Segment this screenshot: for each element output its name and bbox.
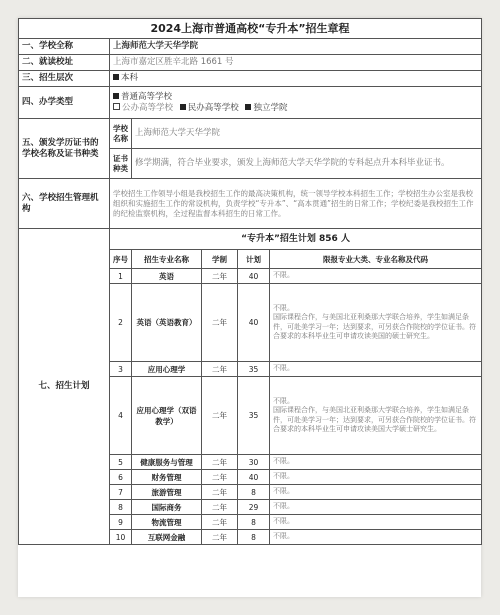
row-years: 二年: [202, 530, 238, 545]
row-plan: 35: [238, 362, 270, 377]
admission-charter-page: [18, 18, 481, 597]
row-major: 国际商务: [132, 500, 202, 515]
section-certificate-label: 五、颁发学历证书的学校名称及证书种类: [19, 119, 110, 179]
section-school-name-value: 上海师范大学天华学院: [110, 39, 482, 55]
row-years: 二年: [202, 284, 238, 362]
row-major: 应用心理学: [132, 362, 202, 377]
row-plan: 40: [238, 470, 270, 485]
type-general: 普通高等学校: [121, 91, 173, 102]
row-plan: 35: [238, 377, 270, 455]
row-major: 应用心理学（双语教学）: [132, 377, 202, 455]
section-level-cell: [110, 71, 482, 87]
row-major: 互联网金融: [132, 530, 202, 545]
row-years: 二年: [202, 377, 238, 455]
row-note: 不限。: [270, 500, 482, 515]
document-title: 2024上海市普通高校“专升本”招生章程: [19, 19, 482, 39]
row-no: 6: [110, 470, 132, 485]
charter-table: [18, 18, 482, 545]
row-no: 4: [110, 377, 132, 455]
row-years: 二年: [202, 362, 238, 377]
plan-title: “专升本”招生计划 856 人: [110, 229, 482, 250]
row-note: 不限。 国际课程合作，与美国北亚利桑那大学联合培养，学生如满足条件，可赴美学习一年；达到要求，可另获合作院校的学位证书。符合要求的本科毕业生可申请攻读美国的硕士研究生。: [270, 284, 482, 362]
row-note: 不限。 国际课程合作，与美国北亚利桑那大学联合培养，学生如满足条件，可赴美学习一年；达到要求，可另获合作院校的学位证书。符合要求的本科毕业生可申请攻读美国大学硕士研究生。: [270, 377, 482, 455]
row-years: 二年: [202, 470, 238, 485]
sub-school-name-label: 学校名称: [110, 119, 132, 149]
section-address-value: 上海市嘉定区胜辛北路 1661 号: [110, 55, 482, 71]
row-no: 9: [110, 515, 132, 530]
row-no: 2: [110, 284, 132, 362]
row-major: 英语: [132, 269, 202, 284]
row-major: 英语（英语教育）: [132, 284, 202, 362]
row-major: 旅游管理: [132, 485, 202, 500]
row-note: 不限。: [270, 362, 482, 377]
row-plan: 30: [238, 455, 270, 470]
row-note: 不限。: [270, 515, 482, 530]
certificate-type-value: 修学期满，符合毕业要求，颁发上海师范大学天华学院的专科起点升本科毕业证书。: [132, 149, 482, 179]
header-restriction: 限报专业大类、专业名称及代码: [270, 250, 482, 269]
section-management-label: 六、学校招生管理机构: [19, 179, 110, 229]
row-years: 二年: [202, 485, 238, 500]
header-no: 序号: [110, 250, 132, 269]
row-years: 二年: [202, 455, 238, 470]
filled-square-icon: [180, 104, 186, 110]
header-plan: 计划: [238, 250, 270, 269]
type-private: 民办高等学校: [187, 102, 239, 113]
row-no: 10: [110, 530, 132, 545]
row-note: 不限。: [270, 455, 482, 470]
header-years: 学制: [202, 250, 238, 269]
row-plan: 8: [238, 515, 270, 530]
row-years: 二年: [202, 500, 238, 515]
row-no: 3: [110, 362, 132, 377]
section-type-label: 四、办学类型: [19, 87, 110, 119]
section-plan-label: 七、招生计划: [19, 229, 110, 545]
row-no: 8: [110, 500, 132, 515]
row-no: 1: [110, 269, 132, 284]
section-level-label: 三、招生层次: [19, 71, 110, 87]
section-management-value: 学校招生工作领导小组是我校招生工作的最高决策机构，统一领导学校本科招生工作；学校招生办公室是我校组织和实施招生工作的常设机构，负责学校“专升本”、“高本贯通”招生的日常工作；学校纪委是我校招生工作的纪检监察机构，全过程监督本科招生的日常工作。: [110, 179, 482, 229]
row-plan: 8: [238, 485, 270, 500]
sub-cert-type-label: 证书种类: [110, 149, 132, 179]
row-no: 7: [110, 485, 132, 500]
row-note: 不限。: [270, 530, 482, 545]
row-years: 二年: [202, 515, 238, 530]
certificate-school-value: 上海师范大学天华学院: [132, 119, 482, 149]
row-no: 5: [110, 455, 132, 470]
row-years: 二年: [202, 269, 238, 284]
section-level-value: 本科: [121, 73, 139, 83]
row-note: 不限。: [270, 470, 482, 485]
row-major: 财务管理: [132, 470, 202, 485]
row-plan: 8: [238, 530, 270, 545]
row-note: 不限。: [270, 269, 482, 284]
row-note: 不限。: [270, 485, 482, 500]
type-independent: 独立学院: [253, 102, 288, 113]
section-type-cell: [110, 87, 482, 119]
filled-square-icon: [245, 104, 251, 110]
row-plan: 40: [238, 269, 270, 284]
section-address-label: 二、就读校址: [19, 55, 110, 71]
filled-square-icon: [113, 74, 119, 80]
type-public: 公办高等学校: [122, 102, 174, 113]
row-plan: 29: [238, 500, 270, 515]
empty-checkbox-icon: [113, 103, 120, 110]
section-school-name-label: 一、学校全称: [19, 39, 110, 55]
row-major: 物流管理: [132, 515, 202, 530]
header-major: 招生专业名称: [132, 250, 202, 269]
filled-square-icon: [113, 93, 119, 99]
row-major: 健康服务与管理: [132, 455, 202, 470]
row-plan: 40: [238, 284, 270, 362]
